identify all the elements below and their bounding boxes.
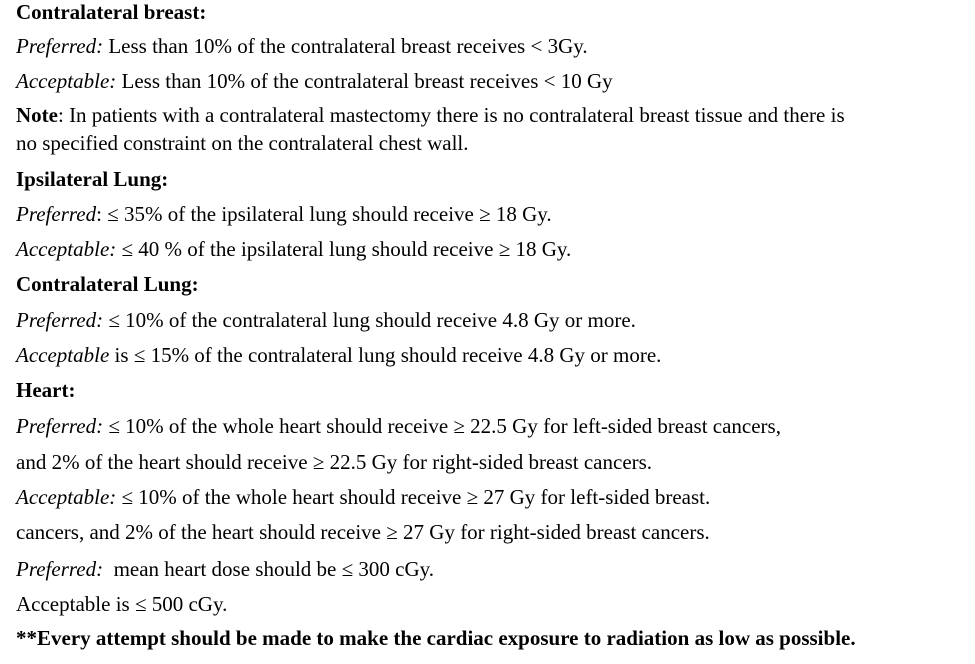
acceptable-text: Less than 10% of the contralateral breast receives < 10 Gy	[116, 69, 613, 93]
acceptable-text-line1: ≤ 10% of the whole heart should receive ≥ 27 Gy for left-sided breast.	[116, 485, 711, 509]
contralateral-breast-heading: Contralateral breast:	[16, 0, 207, 24]
preferred-text-line2: and 2% of the heart should receive ≥ 22.5 Gy for right-sided breast cancers.	[16, 450, 653, 474]
acceptable-text: is ≤ 15% of the contralateral lung should receive 4.8 Gy or more.	[109, 343, 662, 367]
note-text-line2: no specified constraint on the contralateral chest wall.	[16, 131, 469, 155]
preferred-text-line1: ≤ 10% of the whole heart should receive ≥ 22.5 Gy for left-sided breast cancers,	[103, 414, 781, 438]
heart-preferred	[16, 413, 781, 439]
mean-preferred-text: mean heart dose should be ≤ 300 cGy.	[103, 557, 434, 581]
contralateral-breast-preferred	[16, 33, 588, 59]
heart-mean-preferred	[16, 556, 434, 582]
preferred-label: Preferred:	[16, 308, 104, 332]
acceptable-text-line2: cancers, and 2% of the heart should receive ≥ 27 Gy for right-sided breast cancers.	[16, 520, 710, 544]
acceptable-label: Acceptable	[16, 343, 110, 367]
note-text-line1: : In patients with a contralateral mastectomy there is no contralateral breast tissue and there is	[57, 103, 845, 127]
preferred-text: : ≤ 35% of the ipsilateral lung should receive ≥ 18 Gy.	[96, 202, 552, 226]
preferred-label: Preferred:	[16, 557, 104, 581]
contralateral-breast-note	[16, 102, 845, 128]
acceptable-label: Acceptable:	[16, 69, 117, 93]
preferred-label: Preferred	[16, 202, 97, 226]
contralateral-lung-preferred	[16, 307, 636, 333]
preferred-label: Preferred:	[16, 414, 104, 438]
preferred-label: Preferred:	[16, 34, 104, 58]
ipsilateral-lung-preferred	[16, 201, 552, 227]
heart-mean-acceptable: Acceptable is ≤ 500 cGy.	[16, 592, 228, 616]
preferred-text: Less than 10% of the contralateral breast receives < 3Gy.	[103, 34, 588, 58]
heart-acceptable	[16, 484, 710, 510]
acceptable-label: Acceptable:	[16, 237, 117, 261]
ipsilateral-lung-acceptable	[16, 236, 571, 262]
cardiac-exposure-footnote: **Every attempt should be made to make the cardiac exposure to radiation as low as possible.	[16, 626, 856, 650]
preferred-text: ≤ 10% of the contralateral lung should receive 4.8 Gy or more.	[103, 308, 636, 332]
acceptable-label: Acceptable:	[16, 485, 117, 509]
note-label: Note	[16, 103, 58, 127]
contralateral-lung-acceptable	[16, 342, 661, 368]
contralateral-lung-heading: Contralateral Lung:	[16, 272, 199, 296]
heart-heading: Heart:	[16, 378, 76, 402]
contralateral-breast-acceptable	[16, 68, 613, 94]
acceptable-text: ≤ 40 % of the ipsilateral lung should receive ≥ 18 Gy.	[116, 237, 572, 261]
ipsilateral-lung-heading: Ipsilateral Lung:	[16, 167, 169, 191]
